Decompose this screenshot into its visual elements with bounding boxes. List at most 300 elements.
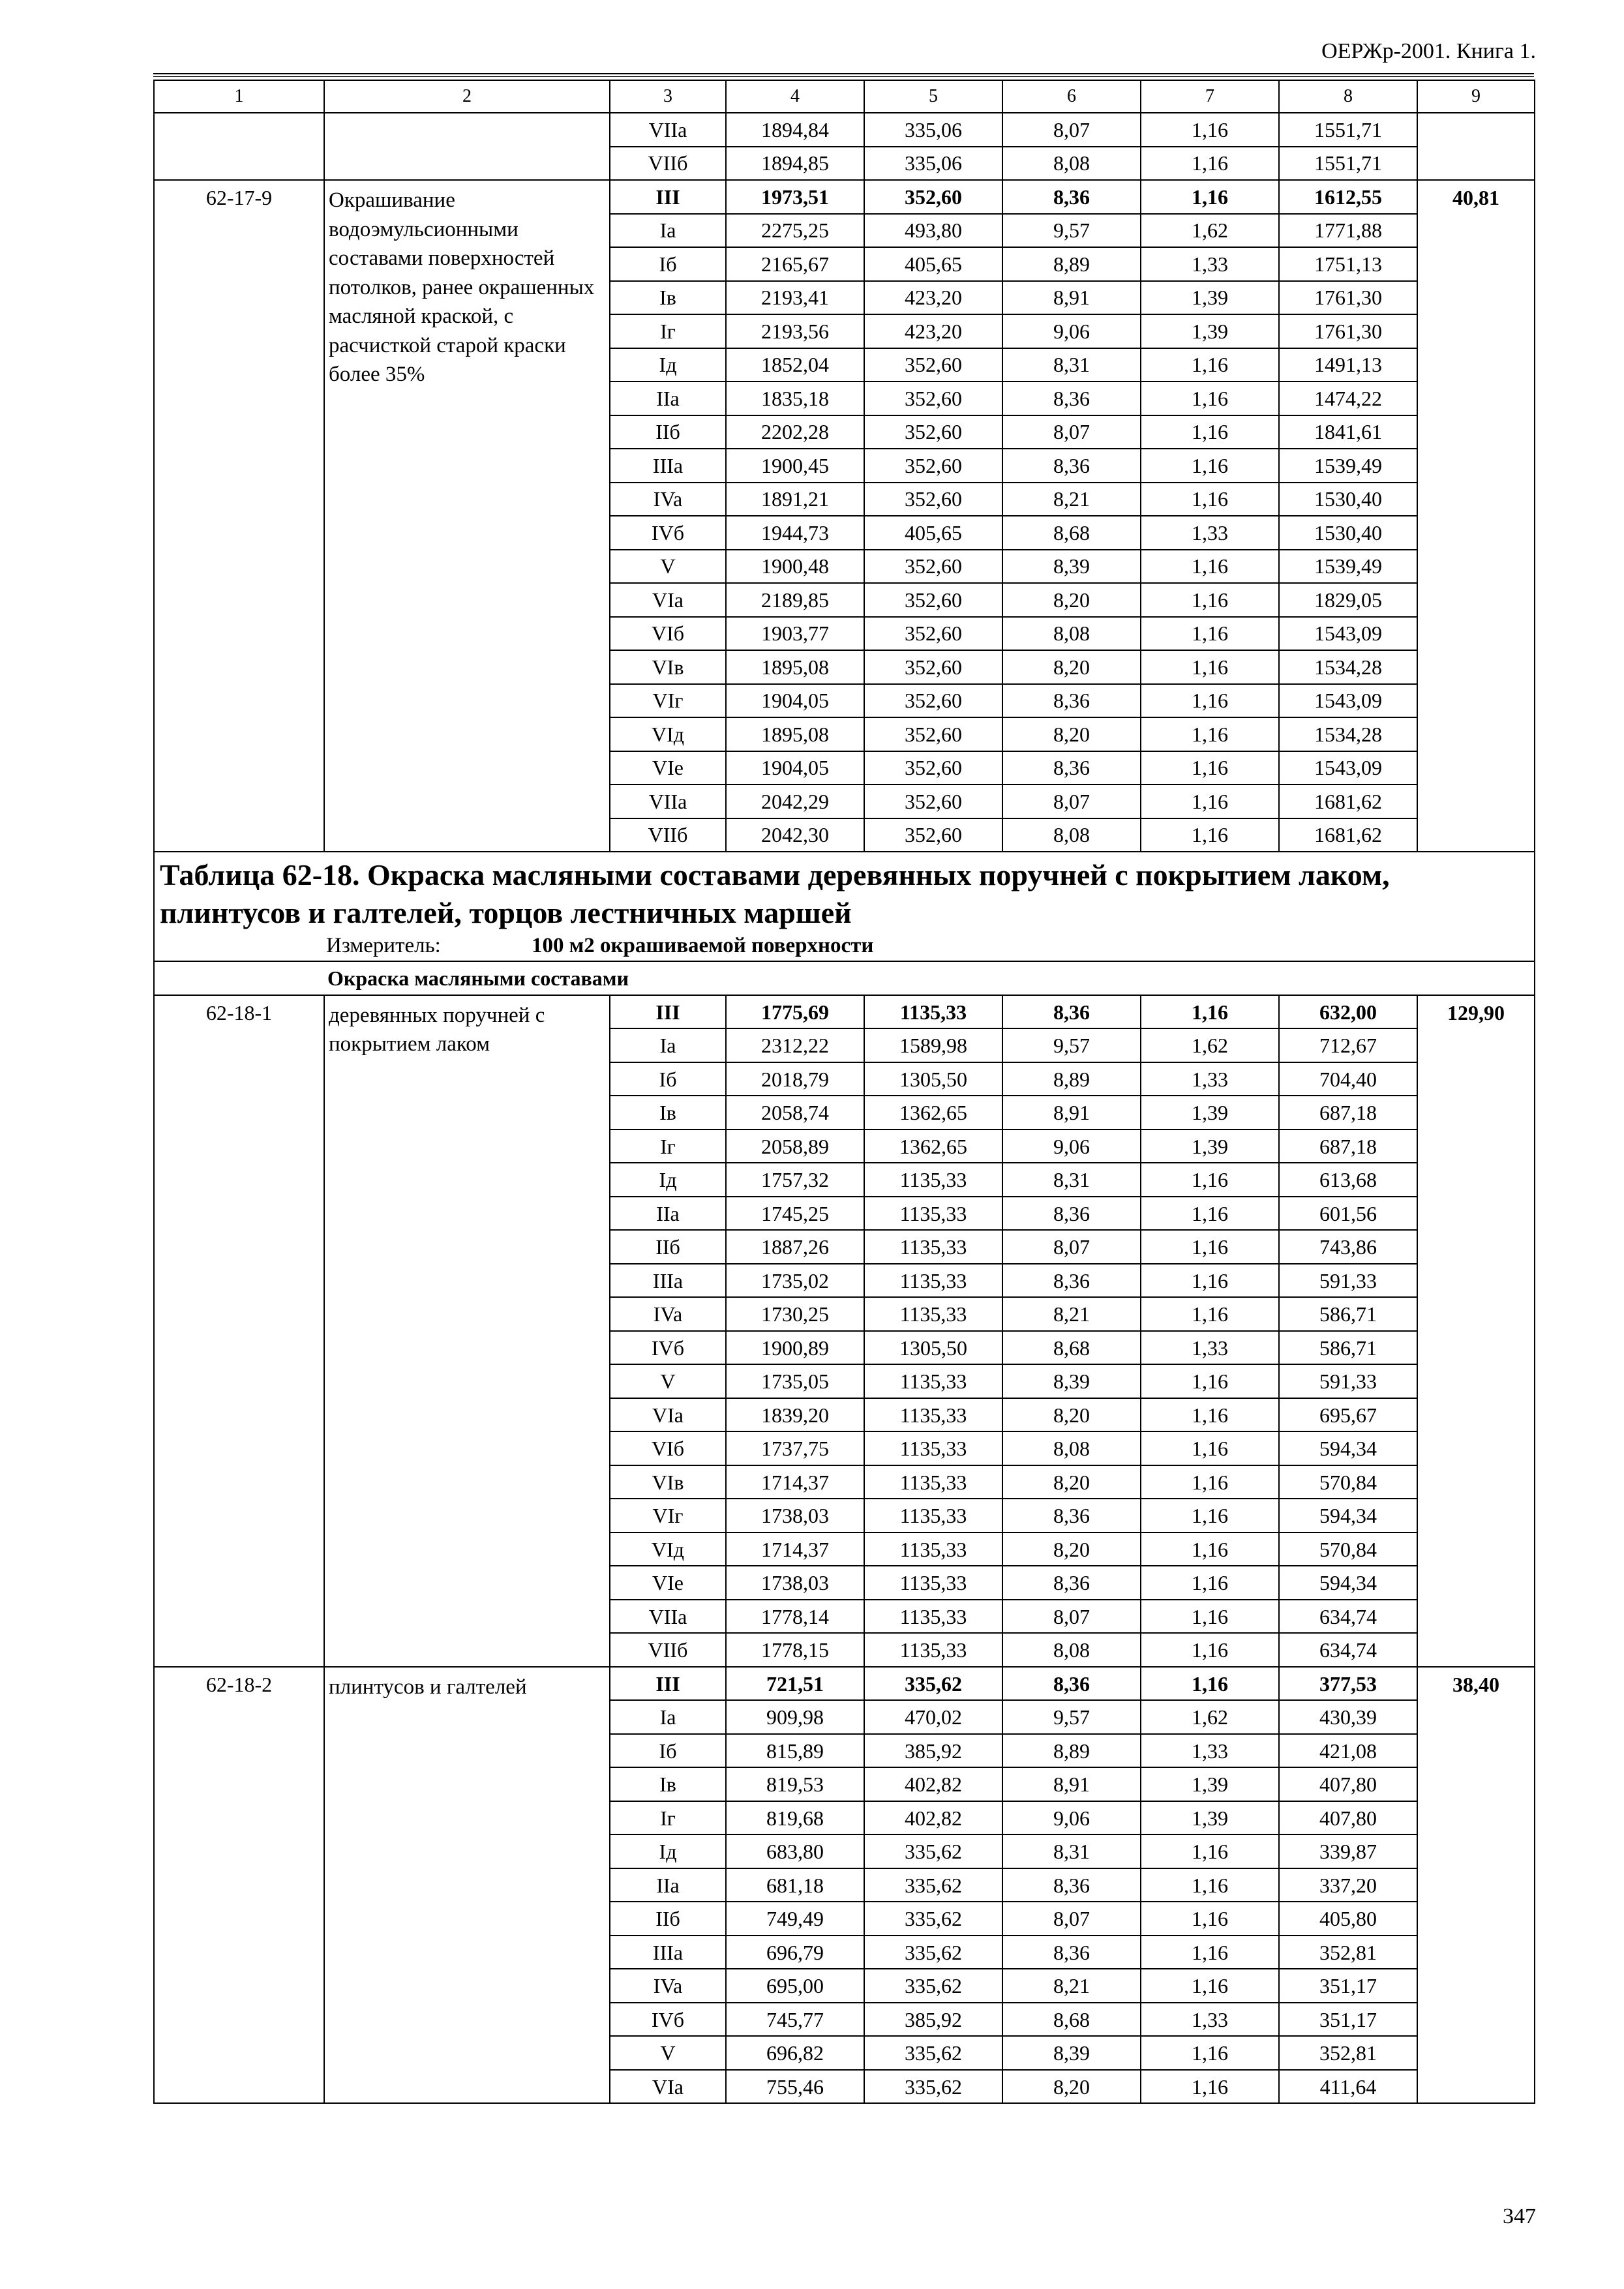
machinist-wage-cell: 1,33 (1141, 1734, 1279, 1768)
material-cost-cell: 570,84 (1279, 1465, 1417, 1499)
region-code-cell: Iв (610, 1767, 726, 1801)
material-cost-cell: 1841,61 (1279, 415, 1417, 449)
material-cost-cell: 586,71 (1279, 1331, 1417, 1365)
material-cost-cell: 594,34 (1279, 1566, 1417, 1600)
machinist-wage-cell: 1,39 (1141, 1767, 1279, 1801)
table-row (154, 113, 1535, 147)
material-cost-cell: 634,74 (1279, 1600, 1417, 1634)
measurement-unit-label: Измеритель: (326, 933, 441, 957)
direct-cost-cell: 696,79 (726, 1936, 864, 1969)
direct-cost-cell: 695,00 (726, 1969, 864, 2003)
machine-cost-cell: 9,57 (1002, 1028, 1141, 1062)
direct-cost-cell: 1757,32 (726, 1163, 864, 1197)
direct-cost-cell: 1894,84 (726, 113, 864, 147)
machine-cost-cell: 8,36 (1002, 1499, 1141, 1533)
material-cost-cell: 1534,28 (1279, 717, 1417, 751)
direct-cost-cell: 1887,26 (726, 1230, 864, 1264)
labor-cost-cell: 352,60 (864, 550, 1002, 584)
machine-cost-cell: 8,89 (1002, 1062, 1141, 1096)
machinist-wage-cell: 1,16 (1141, 650, 1279, 684)
machine-cost-cell: 9,06 (1002, 1801, 1141, 1835)
labor-cost-cell: 352,60 (864, 180, 1002, 214)
labor-cost-cell: 423,20 (864, 281, 1002, 315)
direct-cost-cell: 1737,75 (726, 1431, 864, 1465)
machinist-wage-cell: 1,16 (1141, 1465, 1279, 1499)
labor-cost-cell: 1135,33 (864, 1163, 1002, 1197)
material-cost-cell: 430,39 (1279, 1700, 1417, 1734)
labor-cost-cell: 352,60 (864, 650, 1002, 684)
direct-cost-cell: 819,68 (726, 1801, 864, 1835)
region-code-cell: VIд (610, 717, 726, 751)
machinist-wage-cell: 1,16 (1141, 818, 1279, 852)
machine-cost-cell: 8,36 (1002, 1667, 1141, 1701)
region-code-cell: Iг (610, 1801, 726, 1835)
machinist-wage-cell: 1,16 (1141, 449, 1279, 483)
direct-cost-cell: 2042,29 (726, 785, 864, 818)
machinist-wage-cell: 1,16 (1141, 1264, 1279, 1298)
machinist-wage-cell: 1,16 (1141, 113, 1279, 147)
material-cost-cell: 1543,09 (1279, 751, 1417, 785)
region-code-cell: Iг (610, 314, 726, 348)
price-index: 40,81 (1417, 180, 1535, 852)
machinist-wage-cell: 1,33 (1141, 516, 1279, 550)
material-cost-cell: 1829,05 (1279, 583, 1417, 617)
direct-cost-cell: 1775,69 (726, 995, 864, 1029)
region-code-cell: VIe (610, 1566, 726, 1600)
column-number: 7 (1141, 80, 1279, 113)
machinist-wage-cell: 1,16 (1141, 1499, 1279, 1533)
region-code-cell: IIa (610, 1868, 726, 1902)
direct-cost-cell: 1903,77 (726, 617, 864, 651)
machinist-wage-cell: 1,16 (1141, 415, 1279, 449)
work-description (324, 113, 610, 180)
direct-cost-cell: 815,89 (726, 1734, 864, 1768)
material-cost-cell: 405,80 (1279, 1902, 1417, 1936)
material-cost-cell: 1539,49 (1279, 449, 1417, 483)
material-cost-cell: 1761,30 (1279, 281, 1417, 315)
labor-cost-cell: 1305,50 (864, 1062, 1002, 1096)
machine-cost-cell: 8,68 (1002, 516, 1141, 550)
work-description: Окрашивание водоэмульсионными составами поверхностей потолков, ранее окрашенных масляной краской, с расчисткой старой краски более 35% (324, 180, 610, 852)
labor-cost-cell: 335,62 (864, 1834, 1002, 1868)
region-code-cell: IVб (610, 1331, 726, 1365)
material-cost-cell: 1551,71 (1279, 113, 1417, 147)
machinist-wage-cell: 1,16 (1141, 583, 1279, 617)
direct-cost-cell: 1839,20 (726, 1398, 864, 1432)
machine-cost-cell: 9,06 (1002, 314, 1141, 348)
material-cost-cell: 407,80 (1279, 1767, 1417, 1801)
machine-cost-cell: 8,39 (1002, 550, 1141, 584)
machinist-wage-cell: 1,16 (1141, 2036, 1279, 2070)
direct-cost-cell: 2189,85 (726, 583, 864, 617)
machine-cost-cell: 8,39 (1002, 1364, 1141, 1398)
labor-cost-cell: 352,60 (864, 415, 1002, 449)
page-number: 347 (1503, 2204, 1536, 2228)
region-code-cell: Iб (610, 1734, 726, 1768)
machine-cost-cell: 8,20 (1002, 1398, 1141, 1432)
region-code-cell: Iд (610, 1834, 726, 1868)
material-cost-cell: 1543,09 (1279, 684, 1417, 718)
machine-cost-cell: 8,36 (1002, 382, 1141, 415)
material-cost-cell: 1751,13 (1279, 247, 1417, 281)
labor-cost-cell: 335,06 (864, 113, 1002, 147)
region-code-cell: VIIa (610, 1600, 726, 1634)
region-code-cell: IVб (610, 516, 726, 550)
region-code-cell: Iд (610, 348, 726, 382)
labor-cost-cell: 1305,50 (864, 1331, 1002, 1365)
material-cost-cell: 1530,40 (1279, 483, 1417, 516)
material-cost-cell: 687,18 (1279, 1096, 1417, 1130)
machine-cost-cell: 8,07 (1002, 1600, 1141, 1634)
price-index: 129,90 (1417, 995, 1535, 1667)
machine-cost-cell: 8,36 (1002, 1264, 1141, 1298)
rate-code: 62-18-1 (154, 995, 324, 1667)
material-cost-cell: 352,81 (1279, 2036, 1417, 2070)
labor-cost-cell: 385,92 (864, 2003, 1002, 2037)
machine-cost-cell: 8,21 (1002, 1297, 1141, 1331)
material-cost-cell: 1551,71 (1279, 147, 1417, 181)
direct-cost-cell: 2275,25 (726, 214, 864, 248)
direct-cost-cell: 683,80 (726, 1834, 864, 1868)
machinist-wage-cell: 1,16 (1141, 2070, 1279, 2104)
material-cost-cell: 704,40 (1279, 1062, 1417, 1096)
labor-cost-cell: 1135,33 (864, 1465, 1002, 1499)
column-number: 9 (1417, 80, 1535, 113)
material-cost-cell: 421,08 (1279, 1734, 1417, 1768)
material-cost-cell: 743,86 (1279, 1230, 1417, 1264)
direct-cost-cell: 1714,37 (726, 1533, 864, 1566)
direct-cost-cell: 1894,85 (726, 147, 864, 181)
region-code-cell: IVa (610, 1297, 726, 1331)
machinist-wage-cell: 1,16 (1141, 785, 1279, 818)
labor-cost-cell: 1135,33 (864, 1264, 1002, 1298)
machine-cost-cell: 8,36 (1002, 995, 1141, 1029)
material-cost-cell: 1612,55 (1279, 180, 1417, 214)
material-cost-cell: 1681,62 (1279, 818, 1417, 852)
region-code-cell: Ia (610, 1028, 726, 1062)
machinist-wage-cell: 1,16 (1141, 617, 1279, 651)
table-row (154, 995, 1535, 1029)
price-index: 38,40 (1417, 1667, 1535, 2104)
material-cost-cell: 634,74 (1279, 1633, 1417, 1667)
region-code-cell: IIб (610, 1230, 726, 1264)
material-cost-cell: 601,56 (1279, 1197, 1417, 1231)
machine-cost-cell: 8,36 (1002, 751, 1141, 785)
labor-cost-cell: 352,60 (864, 751, 1002, 785)
direct-cost-cell: 1900,45 (726, 449, 864, 483)
machine-cost-cell: 8,68 (1002, 1331, 1141, 1365)
machine-cost-cell: 8,36 (1002, 1197, 1141, 1231)
labor-cost-cell: 1135,33 (864, 1230, 1002, 1264)
labor-cost-cell: 405,65 (864, 516, 1002, 550)
machinist-wage-cell: 1,16 (1141, 717, 1279, 751)
region-code-cell: IIIa (610, 1936, 726, 1969)
region-code-cell: VIб (610, 617, 726, 651)
machine-cost-cell: 8,07 (1002, 785, 1141, 818)
machinist-wage-cell: 1,33 (1141, 2003, 1279, 2037)
region-code-cell: VIд (610, 1533, 726, 1566)
material-cost-cell: 407,80 (1279, 1801, 1417, 1835)
labor-cost-cell: 352,60 (864, 449, 1002, 483)
material-cost-cell: 594,34 (1279, 1431, 1417, 1465)
labor-cost-cell: 352,60 (864, 483, 1002, 516)
machinist-wage-cell: 1,16 (1141, 1230, 1279, 1264)
labor-cost-cell: 493,80 (864, 214, 1002, 248)
region-code-cell: IIIa (610, 1264, 726, 1298)
machinist-wage-cell: 1,16 (1141, 1600, 1279, 1634)
direct-cost-cell: 1738,03 (726, 1499, 864, 1533)
machine-cost-cell: 8,07 (1002, 1902, 1141, 1936)
direct-cost-cell: 1891,21 (726, 483, 864, 516)
region-code-cell: V (610, 550, 726, 584)
labor-cost-cell: 1589,98 (864, 1028, 1002, 1062)
machinist-wage-cell: 1,16 (1141, 1902, 1279, 1936)
machine-cost-cell: 8,31 (1002, 348, 1141, 382)
machinist-wage-cell: 1,16 (1141, 180, 1279, 214)
region-code-cell: Iд (610, 1163, 726, 1197)
region-code-cell: VIa (610, 1398, 726, 1432)
machinist-wage-cell: 1,16 (1141, 550, 1279, 584)
machine-cost-cell: 8,08 (1002, 1431, 1141, 1465)
direct-cost-cell: 819,53 (726, 1767, 864, 1801)
labor-cost-cell: 335,62 (864, 1868, 1002, 1902)
direct-cost-cell: 1745,25 (726, 1197, 864, 1231)
material-cost-cell: 712,67 (1279, 1028, 1417, 1062)
measurement-unit (160, 935, 1529, 957)
region-code-cell: Iб (610, 247, 726, 281)
machine-cost-cell: 8,39 (1002, 2036, 1141, 2070)
material-cost-cell: 687,18 (1279, 1130, 1417, 1163)
material-cost-cell: 377,53 (1279, 1667, 1417, 1701)
machinist-wage-cell: 1,62 (1141, 1028, 1279, 1062)
machinist-wage-cell: 1,16 (1141, 1197, 1279, 1231)
machinist-wage-cell: 1,16 (1141, 1868, 1279, 1902)
material-cost-cell: 1761,30 (1279, 314, 1417, 348)
region-code-cell: Ia (610, 1700, 726, 1734)
labor-cost-cell: 352,60 (864, 818, 1002, 852)
direct-cost-cell: 2058,89 (726, 1130, 864, 1163)
region-code-cell: IIб (610, 1902, 726, 1936)
machine-cost-cell: 8,36 (1002, 180, 1141, 214)
labor-cost-cell: 352,60 (864, 382, 1002, 415)
column-number: 3 (610, 80, 726, 113)
machine-cost-cell: 8,91 (1002, 1767, 1141, 1801)
machine-cost-cell: 8,20 (1002, 2070, 1141, 2104)
direct-cost-cell: 745,77 (726, 2003, 864, 2037)
machinist-wage-cell: 1,16 (1141, 995, 1279, 1029)
direct-cost-cell: 1973,51 (726, 180, 864, 214)
machinist-wage-cell: 1,16 (1141, 1969, 1279, 2003)
rate-code (154, 113, 324, 180)
direct-cost-cell: 1735,05 (726, 1364, 864, 1398)
machinist-wage-cell: 1,16 (1141, 147, 1279, 181)
labor-cost-cell: 1135,33 (864, 1533, 1002, 1566)
direct-cost-cell: 909,98 (726, 1700, 864, 1734)
machinist-wage-cell: 1,16 (1141, 1633, 1279, 1667)
labor-cost-cell: 423,20 (864, 314, 1002, 348)
direct-cost-cell: 2312,22 (726, 1028, 864, 1062)
region-code-cell: IIб (610, 415, 726, 449)
machine-cost-cell: 9,06 (1002, 1130, 1141, 1163)
machine-cost-cell: 8,36 (1002, 1936, 1141, 1969)
machinist-wage-cell: 1,16 (1141, 1364, 1279, 1398)
direct-cost-cell: 2202,28 (726, 415, 864, 449)
labor-cost-cell: 335,62 (864, 1969, 1002, 2003)
region-code-cell: VIIб (610, 1633, 726, 1667)
machine-cost-cell: 8,91 (1002, 281, 1141, 315)
machine-cost-cell: 9,57 (1002, 1700, 1141, 1734)
labor-cost-cell: 1362,65 (864, 1130, 1002, 1163)
rate-code: 62-18-2 (154, 1667, 324, 2104)
region-code-cell: VIa (610, 2070, 726, 2104)
labor-cost-cell: 1135,33 (864, 1364, 1002, 1398)
region-code-cell: IIa (610, 382, 726, 415)
material-cost-cell: 632,00 (1279, 995, 1417, 1029)
column-number: 1 (154, 80, 324, 113)
region-code-cell: III (610, 180, 726, 214)
machine-cost-cell: 8,36 (1002, 1566, 1141, 1600)
price-index (1417, 113, 1535, 180)
material-cost-cell: 594,34 (1279, 1499, 1417, 1533)
document-header-title: ОЕРЖр-2001. Книга 1. (1321, 39, 1536, 63)
machine-cost-cell: 8,21 (1002, 483, 1141, 516)
direct-cost-cell: 2018,79 (726, 1062, 864, 1096)
table-title: Таблица 62-18. Окраска масляными составами деревянных поручней с покрытием лаком, плинтусов и галтелей, торцов лестничных маршей (160, 858, 1390, 930)
machinist-wage-cell: 1,16 (1141, 348, 1279, 382)
labor-cost-cell: 352,60 (864, 348, 1002, 382)
machinist-wage-cell: 1,16 (1141, 1533, 1279, 1566)
region-code-cell: VIIa (610, 113, 726, 147)
rates-table (153, 80, 1535, 2104)
machine-cost-cell: 8,07 (1002, 415, 1141, 449)
labor-cost-cell: 335,06 (864, 147, 1002, 181)
table-row (154, 1667, 1535, 1701)
material-cost-cell: 351,17 (1279, 1969, 1417, 2003)
region-code-cell: V (610, 1364, 726, 1398)
machine-cost-cell: 8,08 (1002, 1633, 1141, 1667)
machinist-wage-cell: 1,16 (1141, 1667, 1279, 1701)
machine-cost-cell: 8,08 (1002, 147, 1141, 181)
material-cost-cell: 1681,62 (1279, 785, 1417, 818)
region-code-cell: Iг (610, 1130, 726, 1163)
machine-cost-cell: 8,20 (1002, 583, 1141, 617)
region-code-cell: VIIa (610, 785, 726, 818)
region-code-cell: V (610, 2036, 726, 2070)
direct-cost-cell: 1904,05 (726, 751, 864, 785)
labor-cost-cell: 1135,33 (864, 1431, 1002, 1465)
rate-code: 62-17-9 (154, 180, 324, 852)
region-code-cell: VIв (610, 1465, 726, 1499)
direct-cost-cell: 721,51 (726, 1667, 864, 1701)
machinist-wage-cell: 1,16 (1141, 1297, 1279, 1331)
labor-cost-cell: 352,60 (864, 583, 1002, 617)
material-cost-cell: 570,84 (1279, 1533, 1417, 1566)
labor-cost-cell: 402,82 (864, 1801, 1002, 1835)
machine-cost-cell: 8,08 (1002, 818, 1141, 852)
labor-cost-cell: 1135,33 (864, 1566, 1002, 1600)
material-cost-cell: 695,67 (1279, 1398, 1417, 1432)
direct-cost-cell: 1895,08 (726, 717, 864, 751)
direct-cost-cell: 2193,41 (726, 281, 864, 315)
region-code-cell: VIг (610, 684, 726, 718)
direct-cost-cell: 1735,02 (726, 1264, 864, 1298)
direct-cost-cell: 1835,18 (726, 382, 864, 415)
labor-cost-cell: 1135,33 (864, 1633, 1002, 1667)
machinist-wage-cell: 1,16 (1141, 751, 1279, 785)
labor-cost-cell: 1135,33 (864, 1499, 1002, 1533)
direct-cost-cell: 1714,37 (726, 1465, 864, 1499)
machine-cost-cell: 8,20 (1002, 1533, 1141, 1566)
machinist-wage-cell: 1,62 (1141, 1700, 1279, 1734)
material-cost-cell: 1534,28 (1279, 650, 1417, 684)
machinist-wage-cell: 1,16 (1141, 483, 1279, 516)
labor-cost-cell: 1135,33 (864, 995, 1002, 1029)
column-number: 8 (1279, 80, 1417, 113)
material-cost-cell: 1491,13 (1279, 348, 1417, 382)
material-cost-cell: 339,87 (1279, 1834, 1417, 1868)
machinist-wage-cell: 1,16 (1141, 1936, 1279, 1969)
direct-cost-cell: 1900,89 (726, 1331, 864, 1365)
machine-cost-cell: 8,20 (1002, 650, 1141, 684)
machine-cost-cell: 9,57 (1002, 214, 1141, 248)
labor-cost-cell: 352,60 (864, 785, 1002, 818)
direct-cost-cell: 1904,05 (726, 684, 864, 718)
header-divider (153, 73, 1534, 77)
machine-cost-cell: 8,31 (1002, 1163, 1141, 1197)
region-code-cell: IVб (610, 2003, 726, 2037)
labor-cost-cell: 402,82 (864, 1767, 1002, 1801)
labor-cost-cell: 335,62 (864, 1936, 1002, 1969)
machine-cost-cell: 8,89 (1002, 247, 1141, 281)
material-cost-cell: 1771,88 (1279, 214, 1417, 248)
labor-cost-cell: 352,60 (864, 684, 1002, 718)
column-number: 6 (1002, 80, 1141, 113)
measurement-unit-value: 100 м2 окрашиваемой поверхности (532, 933, 874, 957)
machine-cost-cell: 8,36 (1002, 449, 1141, 483)
machine-cost-cell: 8,36 (1002, 684, 1141, 718)
direct-cost-cell: 749,49 (726, 1902, 864, 1936)
column-number: 4 (726, 80, 864, 113)
machine-cost-cell: 8,07 (1002, 113, 1141, 147)
section-heading: Окраска масляными составами (154, 961, 1535, 995)
table-title-row (154, 852, 1535, 961)
section-row (154, 961, 1535, 995)
machinist-wage-cell: 1,16 (1141, 684, 1279, 718)
material-cost-cell: 613,68 (1279, 1163, 1417, 1197)
machinist-wage-cell: 1,33 (1141, 247, 1279, 281)
region-code-cell: VIг (610, 1499, 726, 1533)
labor-cost-cell: 470,02 (864, 1700, 1002, 1734)
direct-cost-cell: 1778,15 (726, 1633, 864, 1667)
machine-cost-cell: 8,31 (1002, 1834, 1141, 1868)
direct-cost-cell: 1895,08 (726, 650, 864, 684)
material-cost-cell: 1474,22 (1279, 382, 1417, 415)
region-code-cell: Ia (610, 214, 726, 248)
labor-cost-cell: 385,92 (864, 1734, 1002, 1768)
region-code-cell: III (610, 995, 726, 1029)
direct-cost-cell: 1852,04 (726, 348, 864, 382)
labor-cost-cell: 1135,33 (864, 1600, 1002, 1634)
column-number-row (154, 80, 1535, 113)
machinist-wage-cell: 1,39 (1141, 314, 1279, 348)
direct-cost-cell: 2165,67 (726, 247, 864, 281)
region-code-cell: VIб (610, 1431, 726, 1465)
machinist-wage-cell: 1,16 (1141, 1431, 1279, 1465)
material-cost-cell: 1539,49 (1279, 550, 1417, 584)
material-cost-cell: 337,20 (1279, 1868, 1417, 1902)
machinist-wage-cell: 1,39 (1141, 1130, 1279, 1163)
direct-cost-cell: 696,82 (726, 2036, 864, 2070)
